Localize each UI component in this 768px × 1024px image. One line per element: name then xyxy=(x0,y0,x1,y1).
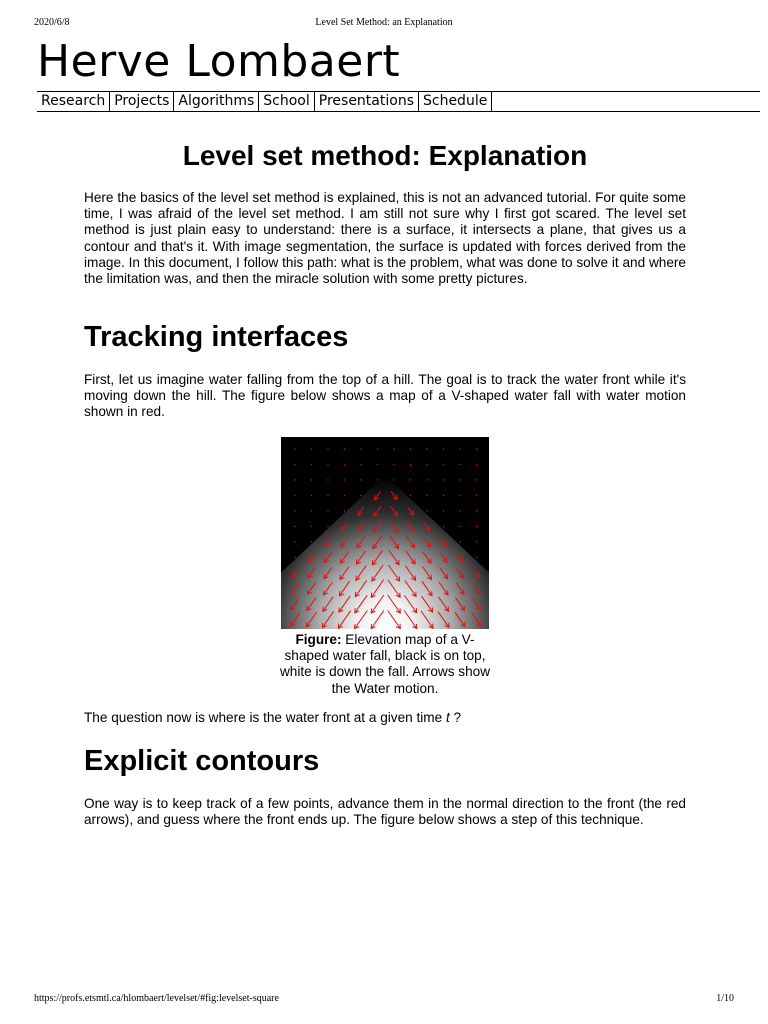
field-dot xyxy=(476,479,477,480)
field-dot xyxy=(459,495,460,496)
caption-text: Elevation map of a V-shaped water fall, black is on top, white is down the fall. Arrows show the Water motion. xyxy=(279,632,491,696)
field-dot xyxy=(393,448,394,449)
nav-item-school[interactable]: School xyxy=(259,92,314,111)
waterfall-elevation-image xyxy=(281,437,489,629)
field-dot xyxy=(344,495,345,496)
page-number: 1/10 xyxy=(716,993,734,1004)
print-url[interactable]: https://profs.etsmtl.ca/hlombaert/levelset/#fig:levelset-square xyxy=(34,993,279,1004)
field-dot xyxy=(311,448,312,449)
field-dot xyxy=(410,464,411,465)
question-mark: ? xyxy=(449,710,462,725)
field-dot xyxy=(377,448,378,449)
field-dot xyxy=(294,526,295,527)
field-dot xyxy=(327,479,328,480)
field-dot xyxy=(327,464,328,465)
question-text: The question now is where is the water front at a given time xyxy=(84,710,446,725)
section-heading-explicit: Explicit contours xyxy=(84,745,320,777)
section-heading-tracking: Tracking interfaces xyxy=(84,321,349,353)
field-dot xyxy=(344,479,345,480)
field-dot xyxy=(344,464,345,465)
field-dot xyxy=(426,495,427,496)
field-dot xyxy=(443,448,444,449)
tracking-paragraph: First, let us imagine water falling from the top of a hill. The goal is to track the water front while it's moving down the hill. The figure below shows a map of a V-shaped water fall with water motion shown in red. xyxy=(84,372,686,420)
field-dot xyxy=(327,448,328,449)
field-dot xyxy=(360,448,361,449)
field-dot xyxy=(377,464,378,465)
waterfall-figure xyxy=(281,437,489,697)
field-dot xyxy=(311,510,312,511)
caption-label: Figure: xyxy=(295,632,342,647)
field-dot xyxy=(459,464,460,465)
field-dot xyxy=(443,495,444,496)
field-dot xyxy=(327,526,328,527)
field-dot xyxy=(410,495,411,496)
field-dot xyxy=(443,526,444,527)
field-dot xyxy=(459,526,460,527)
field-dot xyxy=(360,464,361,465)
field-dot xyxy=(360,479,361,480)
field-dot xyxy=(476,464,477,465)
field-dot xyxy=(426,464,427,465)
field-dot xyxy=(426,448,427,449)
nav-item-algorithms[interactable]: Algorithms xyxy=(174,92,259,111)
field-dot xyxy=(459,448,460,449)
field-dot xyxy=(294,464,295,465)
field-dot xyxy=(360,495,361,496)
field-dot xyxy=(311,479,312,480)
nav-item-research[interactable]: Research xyxy=(37,92,110,111)
nav-item-presentations[interactable]: Presentations xyxy=(315,92,419,111)
field-dot xyxy=(311,526,312,527)
nav-item-schedule[interactable]: Schedule xyxy=(419,92,492,111)
field-dot xyxy=(393,464,394,465)
field-dot xyxy=(443,510,444,511)
field-dot xyxy=(410,448,411,449)
question-paragraph xyxy=(84,710,686,726)
field-dot xyxy=(443,464,444,465)
field-dot xyxy=(311,464,312,465)
main-nav xyxy=(37,91,760,112)
field-dot xyxy=(476,557,477,558)
field-dot xyxy=(294,448,295,449)
nav-item-projects[interactable]: Projects xyxy=(110,92,174,111)
site-title[interactable]: Herve Lombaert xyxy=(37,36,401,87)
print-date: 2020/6/8 xyxy=(34,17,70,28)
field-dot xyxy=(294,557,295,558)
figure-caption xyxy=(275,632,495,697)
field-dot xyxy=(344,448,345,449)
print-header xyxy=(0,17,768,31)
field-dot xyxy=(393,479,394,480)
field-dot xyxy=(459,479,460,480)
field-dot xyxy=(426,479,427,480)
print-footer xyxy=(0,993,768,1007)
field-dot xyxy=(476,510,477,511)
intro-paragraph: Here the basics of the level set method is explained, this is not an advanced tutorial. For quite some time, I was afraid of the level set method. I am still not sure why I first got scared. The level set method is just plain easy to understand: there is a surface, it intersects a plane, that gives us a contour and that's it. With image segmentation, the surface is updated with forces derived from the image. In this document, I follow this path: what is the problem, what was done to solve it and where the limitation was, and then the miracle solution with some pretty pictures. xyxy=(84,190,686,287)
field-dot xyxy=(426,510,427,511)
field-dot xyxy=(410,479,411,480)
field-dot xyxy=(311,541,312,542)
field-dot xyxy=(476,495,477,496)
time-variable: t xyxy=(445,710,450,725)
field-dot xyxy=(443,479,444,480)
explicit-paragraph: One way is to keep track of a few points, advance them in the normal direction to the front (the red arrows), and guess where the front ends up. The figure below shows a step of this technique. xyxy=(84,796,686,828)
field-dot xyxy=(327,495,328,496)
field-dot xyxy=(459,541,460,542)
page-title: Level set method: Explanation xyxy=(182,140,588,171)
field-dot xyxy=(294,510,295,511)
field-dot xyxy=(459,510,460,511)
field-dot xyxy=(476,541,477,542)
field-dot xyxy=(327,510,328,511)
field-dot xyxy=(476,526,477,527)
field-dot xyxy=(311,495,312,496)
field-dot xyxy=(377,479,378,480)
field-dot xyxy=(294,479,295,480)
print-doc-title: Level Set Method: an Explanation xyxy=(315,17,453,28)
field-dot xyxy=(344,510,345,511)
field-dot xyxy=(294,495,295,496)
field-dot xyxy=(476,448,477,449)
field-dot xyxy=(294,541,295,542)
